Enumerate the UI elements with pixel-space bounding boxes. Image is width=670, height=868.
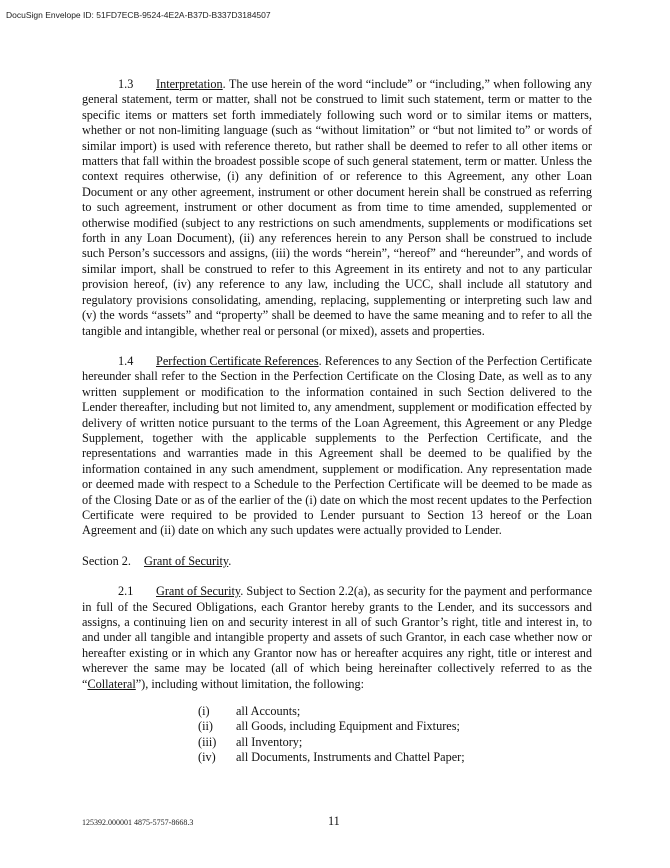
docusign-envelope-id: DocuSign Envelope ID: 51FD7ECB-9524-4E2A-B37D-B337D3184507 (6, 10, 271, 20)
section-1-3 (82, 77, 592, 339)
section-number: 1.3 (118, 77, 134, 91)
list-item: (iii) all Inventory; (198, 734, 303, 749)
section-label: Section 2. (82, 553, 131, 568)
list-item: (i) all Accounts; (198, 704, 301, 719)
section-number: 2.1 (118, 584, 134, 599)
section-2-1: 2.1 Grant of Security. Subject to Section 2.2(a), as security for the payment and performance in full of the Secured Obligations, each Grantor hereby grants to the Lender, and its successors and assigns, a continuing lien on and security interest in all of such Grantor’s right, title and interest in, to and under all tangible and intangible property and assets of such Grantor, in each case whether now or hereafter existing or in which any Grantor now has or hereafter acquires any right, title or interest and wherever the same may be located (all of which being hereinafter collectively referred to as the “Collateral”), including without limitation, the following: (82, 584, 593, 691)
section-text: . The use herein of the word “include” or “including,” when following any general statement, term or matter, shall not be construed to limit such statement, term or matter to the specific items or matters set forth immediately following such word or to similar items or matters, whether or not non-limiting language (such as “without limitation” or “but not limited to” or words of similar import) is used with reference thereto, but rather shall be deemed to refer to all other items or matters that fall within the broadest possible scope of such general statement, term or matter. Unless the context requires otherwise, (i) any definition of or reference to this Agreement, any other Loan Document or any other agreement, instrument or other document herein shall be construed as referring to such agreement, instrument or other document as from time to time amended, supplemented or otherwise modified (subject to any restrictions on such amendments, supplements or modifications set forth in any Loan Document), (ii) any references herein to any Person shall be construed to include such Person’s successors and assigns, (iii) the words “herein”, “hereof” and “hereunder”, and words of similar import, shall be construed to refer to this Agreement in its entirety and not to any particular provision hereof, (iv) any reference to any law, including the UCC, shall include all statutory and regulatory provisions consolidating, amending, replacing, supplementing or interpreting such law and (v) the words “assets” and “property” shall be deemed to have the same meaning and to refer to all the tangible and intangible, whether real or personal (or mixed), assets and properties. (82, 77, 592, 338)
defined-term: Collateral (87, 676, 136, 691)
section-heading-title: Grant of Security (144, 553, 229, 568)
footer-document-id: 125392.000001 4875-5757-8668.3 (82, 818, 194, 827)
section-title: Grant of Security (156, 584, 241, 599)
section-1-4 (82, 354, 592, 539)
section-title: Perfection Certificate References (156, 353, 319, 368)
section-text: . Subject to Section 2.2(a), as security for the payment and performance in full of the Secured Obligations, each Grantor hereby grants to the Lender, and its successors and assigns, a continuing lien on and security interest in all of such Grantor’s right, title and interest in, to and under all tangible and intangible property and assets of such Grantor, in each case whether now or hereafter existing or in which any Grantor now has or hereafter acquires any right, title or interest and wherever the same may be located (all of which being hereinafter collectively referred to as the “ (82, 584, 593, 691)
list-item: (ii) all Goods, including Equipment and Fixtures; (198, 719, 460, 734)
section-text: . References to any Section of the Perfection Certificate hereunder shall refer to the Section in the Perfection Certificate on the Closing Date, as well as to any written supplement or modification to the information contained in such Section delivered to the Lender thereafter, including but not limited to, any amendment, supplement or modification effected by delivery of written notice pursuant to the terms of the Loan Agreement, this Agreement or any Pledge Supplement, together with the applicable supplements to the Perfection Certificate, and the representations and warranties made in this Agreement shall be deemed to be qualified by the information contained in any such amendment, supplement or modification. Any representation made or deemed made with respect to a Schedule to the Perfection Certificate will be deemed to be made as of the Closing Date or as of the earlier of the (i) date on which the most recent updates to the Perfection Certificate were required to be provided to Lender pursuant to Section 13 hereof or the Loan Agreement and (ii) date on which any such updates were actually provided to Lender. (82, 353, 592, 538)
section-2-heading: Section 2. Grant of Security. (82, 553, 232, 568)
collateral-list (82, 704, 592, 766)
list-item: (iv) all Documents, Instruments and Chattel Paper; (198, 750, 465, 765)
section-number: 1.4 (118, 353, 134, 368)
page-number: 11 (328, 814, 340, 828)
document-body (82, 77, 592, 766)
section-title: Interpretation (156, 77, 223, 91)
